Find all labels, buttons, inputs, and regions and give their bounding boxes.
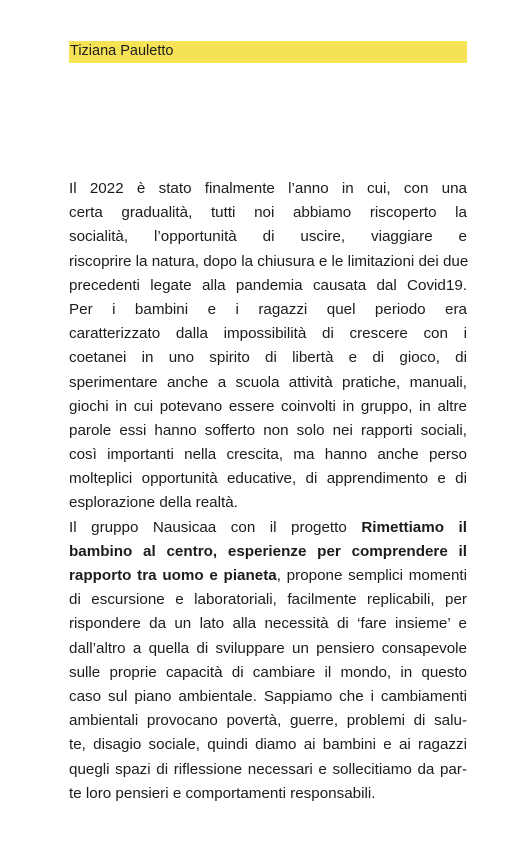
text-line: Il 2022 è stato finalmente l’anno in cui, con una: [69, 180, 467, 197]
text-line: caratterizzato dalla impossibilità di crescere con i: [69, 325, 467, 343]
text-line: Per i bambini e i ragazzi quel periodo era: [69, 300, 467, 318]
text-line: dall’altro a quella di sviluppare un pensiero consapevole: [69, 639, 467, 657]
paragraph-2: [69, 516, 467, 806]
text-line: rispondere da un lato alla necessità di ‘fare insieme’ e: [69, 615, 467, 633]
text-line: certa gradualità, tutti noi abbiamo riscoperto la: [69, 204, 467, 222]
text-fragment: , propone semplici momenti: [276, 567, 467, 584]
text-line: precedenti legate alla pandemia causata dal Covid19.: [69, 276, 467, 294]
paragraph-1: [69, 177, 467, 516]
text-line: quegli spazi di riflessione necessari e sollecitiamo da par-: [69, 760, 467, 778]
project-title-part: rapporto tra uomo e pianeta: [69, 567, 277, 584]
text-line: te loro pensieri e comportamenti responsabili.: [69, 784, 376, 802]
text-line: esplorazione della realtà.: [69, 494, 238, 512]
text-line: parole essi hanno sofferto non solo nei rapporti sociali,: [69, 421, 467, 439]
article-body: [69, 177, 467, 806]
text-line: riscoprire la natura, dopo la chiusura e le limitazioni dei due: [69, 252, 469, 270]
text-line: ambientali provocano povertà, guerre, problemi di salu-: [69, 712, 467, 730]
text-line: caso sul piano ambientale. Sappiamo che i cambiamenti: [69, 687, 467, 705]
text-line: coetanei in uno spirito di libertà e di gioco, di: [69, 349, 467, 367]
text-line: sulle proprie capacità di cambiare il mondo, in questo: [69, 663, 467, 681]
author-name: Tiziana Pauletto: [70, 43, 174, 59]
author-highlight-bar: [69, 41, 467, 63]
text-line: [69, 516, 467, 540]
text-line: così importanti nella crescita, ma hanno anche perso: [69, 446, 467, 464]
text-fragment: Il gruppo Nausicaa con il progetto: [69, 518, 362, 536]
text-line: te, disagio sociale, quindi diamo ai bambini e ai ragazzi: [69, 736, 467, 754]
text-line: giochi in cui potevano essere coinvolti in gruppo, in altre: [69, 397, 467, 415]
text-line: sperimentare anche a scuola attività pratiche, manuali,: [69, 373, 467, 391]
text-line: di escursione e laboratoriali, facilmente replicabili, per: [69, 591, 467, 609]
text-line: [69, 564, 467, 588]
text-line: socialità, l’opportunità di uscire, viaggiare e: [69, 228, 467, 246]
project-title-part: bambino al centro, esperienze per comprendere il: [69, 542, 467, 560]
text-line: molteplici opportunità educative, di apprendimento e di: [69, 470, 467, 488]
project-title-part: Rimettiamo il: [361, 518, 467, 536]
